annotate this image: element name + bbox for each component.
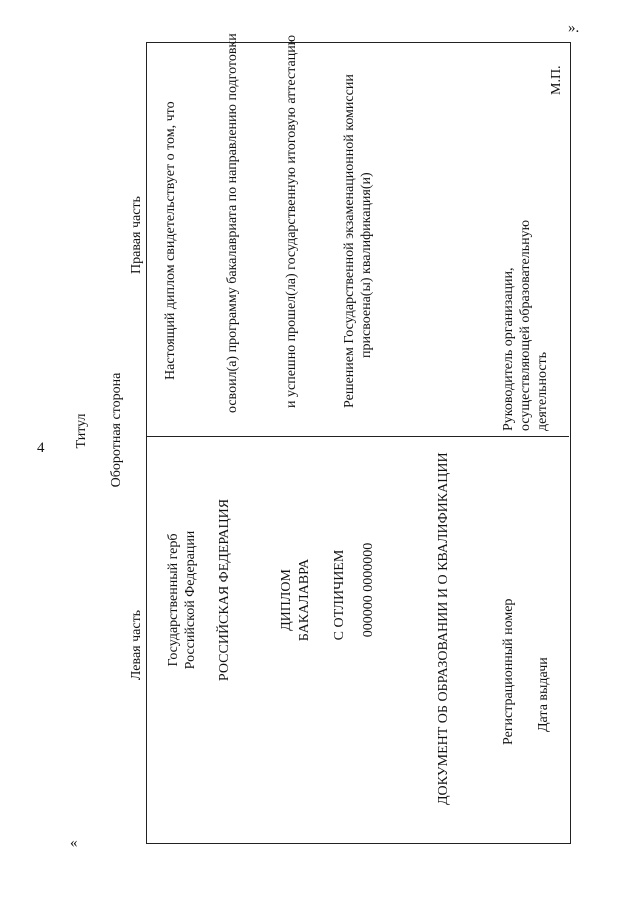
left-part-header: Левая часть	[129, 609, 144, 681]
program-text: освоил(а) программу бакалавриата по направлению подготовки	[225, 33, 240, 413]
page-number: 4	[37, 440, 45, 456]
commission-line1: Решением Государственной экзаменационной комиссии	[342, 74, 357, 408]
commission-line2: присвоена(ы) квалификация(и)	[359, 172, 374, 358]
right-part-header: Правая часть	[129, 196, 144, 274]
honors-label: С ОТЛИЧИЕМ	[332, 549, 347, 641]
diploma-title-line1: ДИПЛОМ	[279, 569, 294, 631]
head-of-organization-line3: деятельность	[535, 351, 550, 431]
opening-quote: «	[70, 835, 78, 851]
head-of-organization-line1: Руководитель организации,	[501, 267, 516, 431]
registration-number-label: Регистрационный номер	[501, 598, 516, 745]
seal-placeholder: М.П.	[549, 65, 564, 95]
coat-of-arms-line1: Государственный герб	[166, 533, 181, 667]
serial-number: 000000 0000000	[361, 542, 376, 638]
diploma-title-line2: БАКАЛАВРА	[297, 558, 312, 642]
closing-quote: ».	[568, 20, 580, 36]
issue-date-label: Дата выдачи	[536, 657, 551, 732]
title-label: Титул	[74, 413, 89, 449]
side-label: Оборотная сторона	[109, 372, 124, 488]
certifies-text: Настоящий диплом свидетельствует о том, что	[163, 101, 178, 380]
coat-of-arms-line2: Российской Федерации	[183, 530, 198, 670]
country-name: РОССИЙСКАЯ ФЕДЕРАЦИЯ	[217, 498, 232, 682]
attestation-text: и успешно прошел(ла) государственную итоговую аттестацию	[284, 34, 299, 408]
document-type-label: ДОКУМЕНТ ОБ ОБРАЗОВАНИИ И О КВАЛИФИКАЦИИ	[436, 452, 451, 805]
head-of-organization-line2: осуществляющей образовательную	[518, 219, 533, 431]
center-divider	[146, 436, 569, 437]
